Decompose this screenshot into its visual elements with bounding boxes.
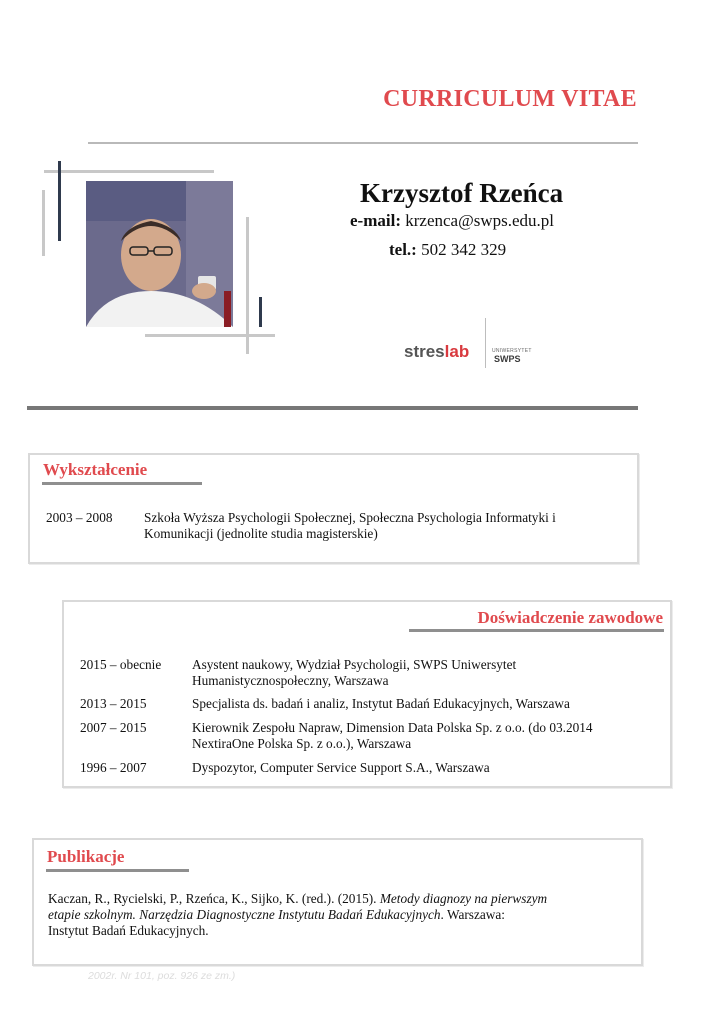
experience-description: Asystent naukowy, Wydział Psychologii, SWPS Uniwersytet Humanistycznospołeczny, Warszawa xyxy=(192,657,517,688)
decor-line xyxy=(259,297,262,327)
experience-section xyxy=(62,600,672,788)
phone-line xyxy=(389,240,506,260)
education-dates: 2003 – 2008 xyxy=(46,510,113,525)
experience-dates: 1996 – 2007 xyxy=(80,760,147,775)
faded-footer-text: 2002r. Nr 101, poz. 926 ze zm.) xyxy=(88,970,236,982)
experience-description: Specjalista ds. badań i analiz, Instytut Badań Edukacyjnych, Warszawa xyxy=(192,696,570,711)
education-title: Wykształcenie xyxy=(43,460,148,479)
experience-description: Dyspozytor, Computer Service Support S.A., Warszawa xyxy=(192,760,490,775)
education-section xyxy=(28,453,639,564)
experience-underline xyxy=(409,629,664,632)
education-underline xyxy=(42,482,202,485)
experience-dates: 2013 – 2015 xyxy=(80,696,147,711)
decor-line xyxy=(145,334,275,337)
streslab-swps-logo xyxy=(404,318,536,368)
experience-dates: 2007 – 2015 xyxy=(80,720,147,735)
publications-title: Publikacje xyxy=(47,847,125,866)
publication-entry: Kaczan, R., Rycielski, P., Rzeńca, K., Sijko, K. (red.). (2015). Metody diagnozy na pierwszym etapie szkolnym. Narzędzia Diagnostyczne Instytutu Badań Edukacyjnych. Warszawa: Instytut Badań Edukacyjnych. xyxy=(48,891,548,938)
cv-title: CURRICULUM VITAE xyxy=(383,86,637,112)
profile-photo xyxy=(86,181,233,327)
phone-value: 502 342 329 xyxy=(421,240,507,259)
email-value[interactable]: krzenca@swps.edu.pl xyxy=(405,211,555,230)
uni-wordmark: UNIWERSYTET xyxy=(492,348,532,354)
decor-line xyxy=(58,161,61,241)
swps-wordmark: SWPS xyxy=(494,354,521,364)
header-bottom-divider xyxy=(27,406,638,410)
header-divider xyxy=(88,142,638,144)
streslab-wordmark: streslab xyxy=(404,342,470,361)
education-description: Szkoła Wyższa Psychologii Społecznej, Społeczna Psychologia Informatyki i Komunikacji (jednolite studia magisterskie) xyxy=(144,510,556,541)
email-line xyxy=(350,211,554,231)
person-name: Krzysztof Rzeńca xyxy=(360,178,564,208)
publications-underline xyxy=(46,869,189,872)
email-label: e-mail: xyxy=(350,211,401,230)
logo-separator xyxy=(485,318,486,368)
decor-line xyxy=(44,170,214,173)
experience-description: Kierownik Zespołu Napraw, Dimension Data Polska Sp. z o.o. (do 03.2014 NextiraOne Polska Sp. z o.o.), Warszawa xyxy=(192,720,593,751)
education-item xyxy=(46,510,626,544)
phone-label: tel.: xyxy=(389,240,417,259)
publications-section xyxy=(32,838,643,966)
decor-line xyxy=(42,190,45,256)
experience-title: Doświadczenie zawodowe xyxy=(477,608,663,627)
experience-dates: 2015 – obecnie xyxy=(80,657,162,672)
